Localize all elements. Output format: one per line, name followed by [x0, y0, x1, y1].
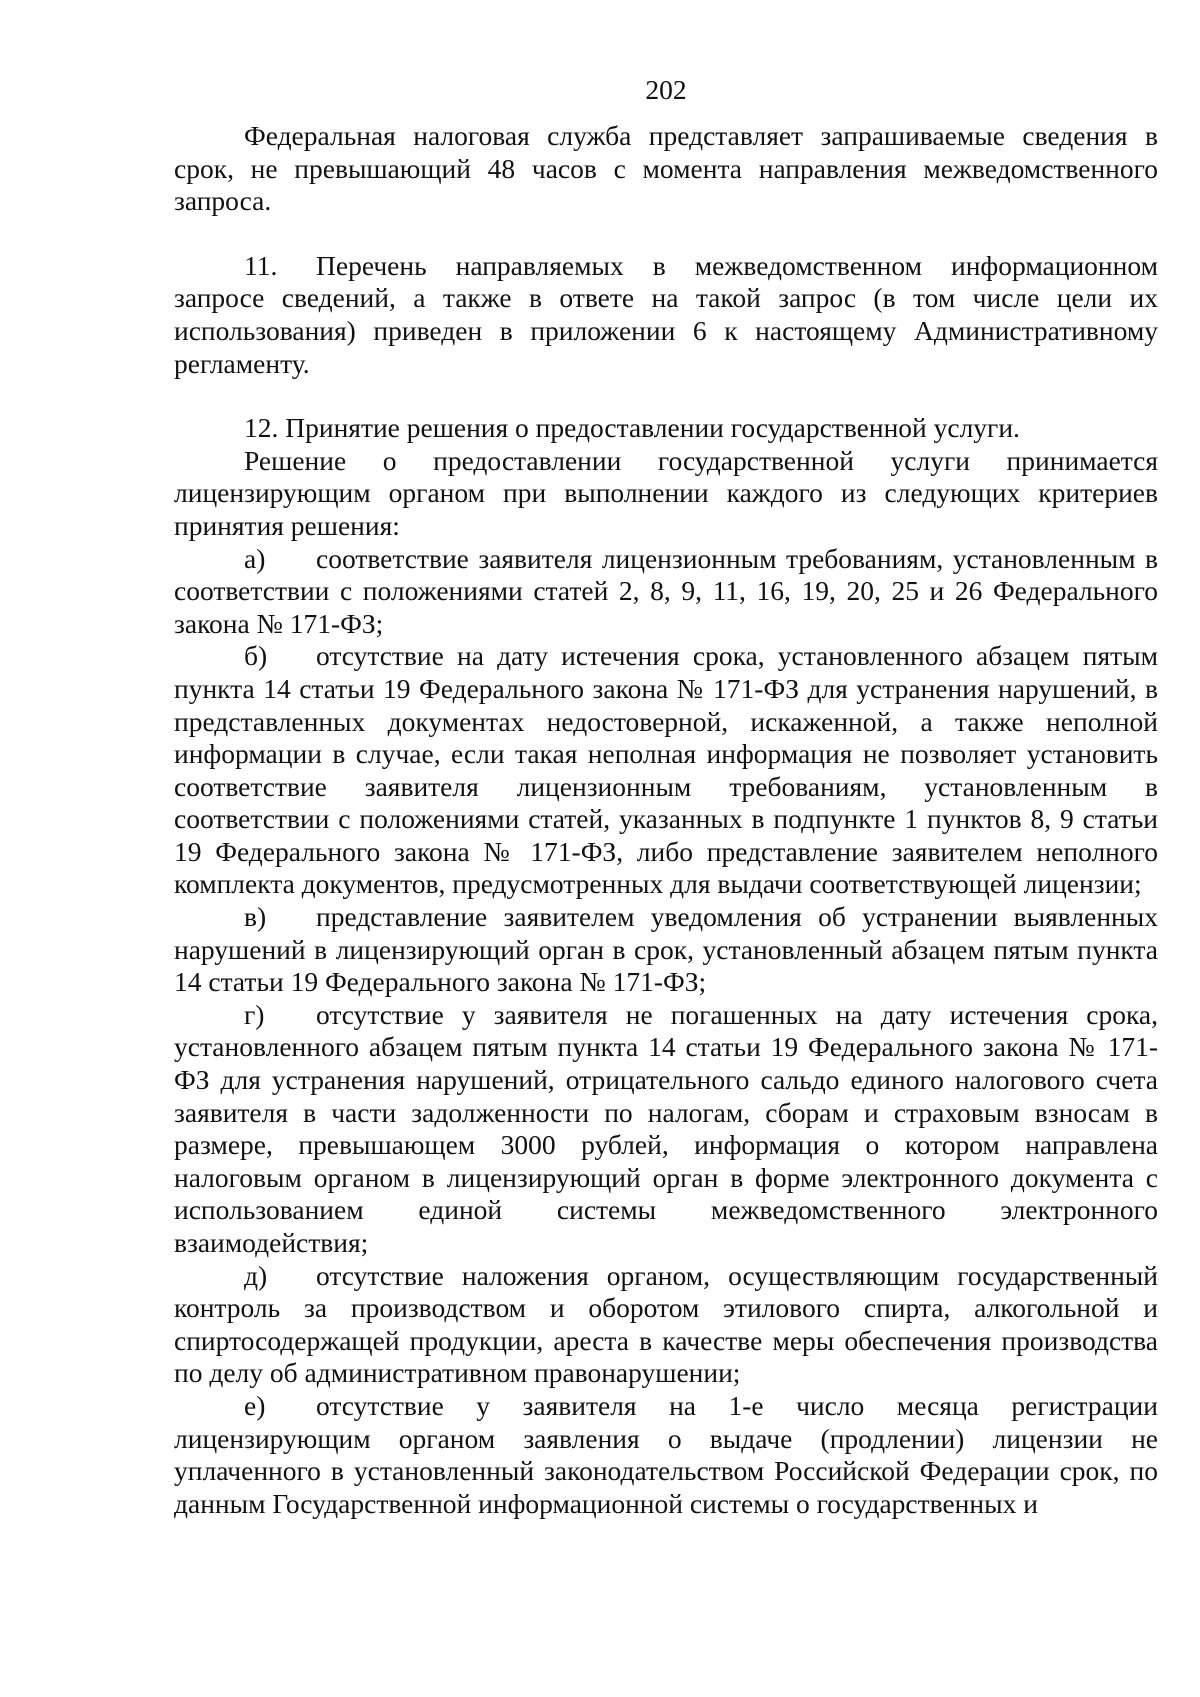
paragraph-text: Решение о предоставлении государственной услуги принимается лицензирующим органом при выполнении каждого из следующих критериев принятия решения: — [174, 444, 1158, 541]
criterion-text: отсутствие на дату истечения срока, установленного абзацем пятым пункта 14 статьи 19 Федерального закона № 171-ФЗ для устранения нарушений, в представленных документах недостоверной, искаженной, а также неполной информации в случае, если такая неполная информация не позволяет установить соответствие заявителя лицензионным требованиям, установленным в соответствии с положениями статей, указанных в подпункте 1 пунктов 8, 9 статьи 19 Федерального закона № 171-ФЗ, либо представление заявителем неполного комплекта документов, предусмотренных для выдачи соответствующей лицензии; — [174, 640, 1158, 900]
criterion-item-d — [174, 1260, 1158, 1390]
criterion-item-a — [174, 543, 1158, 641]
paragraph-number: 11. — [244, 249, 278, 281]
criterion-item-v — [174, 901, 1158, 999]
paragraph-11 — [174, 250, 1158, 380]
criterion-letter: б) — [244, 640, 268, 672]
criterion-letter: е) — [244, 1389, 266, 1421]
criterion-text: соответствие заявителя лицензионным требованиям, установленным в соответствии с положениями статей 2, 8, 9, 11, 16, 19, 20, 25 и 26 Федерального закона № 171-ФЗ; — [174, 542, 1158, 639]
paragraph-text: 12. Принятие решения о предоставлении государственной услуги. — [244, 412, 1020, 444]
criterion-text: представление заявителем уведомления об устранении выявленных нарушений в лицензирующий орган в срок, установленный абзацем пятым пункта 14 статьи 19 Федерального закона № 171-ФЗ; — [174, 901, 1158, 998]
criterion-letter: д) — [244, 1259, 268, 1291]
paragraph-12-heading — [174, 412, 1158, 445]
paragraph-decision-criteria-intro — [174, 445, 1158, 543]
criterion-item-g — [174, 999, 1158, 1260]
paragraph-fns-response — [174, 120, 1158, 218]
criterion-item-b — [174, 640, 1158, 901]
criterion-letter: а) — [244, 542, 266, 574]
page-number: 202 — [645, 74, 687, 105]
criterion-text: отсутствие наложения органом, осуществляющим государственный контроль за производством и оборотом этилового спирта, алкогольной и спиртосодержащей продукции, ареста в качестве меры обеспечения производства по делу об административном правонарушении; — [174, 1259, 1158, 1389]
criterion-text: отсутствие у заявителя не погашенных на дату истечения срока, установленного абзацем пятым пункта 14 статьи 19 Федерального закона № 171-ФЗ для устранения нарушений, отрицательного сальдо единого налогового счета заявителя в части задолженности по налогам, сборам и страховым взносам в размере, превышающем 3000 рублей, информация о котором направлена налоговым органом в лицензирующий орган в форме электронного документа с использованием единой системы межведомственного электронного взаимодействия; — [174, 998, 1158, 1258]
criterion-item-e — [174, 1390, 1158, 1520]
criterion-letter: в) — [244, 901, 267, 933]
criterion-letter: г) — [244, 998, 265, 1030]
paragraph-text: Федеральная налоговая служба представляет запрашиваемые сведения в срок, не превышающий 48 часов с момента направления межведомственного запроса. — [174, 120, 1158, 217]
criterion-text: отсутствие у заявителя на 1-е число месяца регистрации лицензирующим органом заявления о выдаче (продлении) лицензии не уплаченного в установленный законодательством Российской Федерации срок, по данным Государственной информационной системы о государственных и — [174, 1389, 1158, 1519]
paragraph-text: Перечень направляемых в межведомственном информационном запросе сведений, а также в ответе на такой запрос (в том числе цели их использования) приведен в приложении 6 к настоящему Административному регламенту. — [174, 249, 1158, 379]
document-page — [174, 70, 1158, 1520]
